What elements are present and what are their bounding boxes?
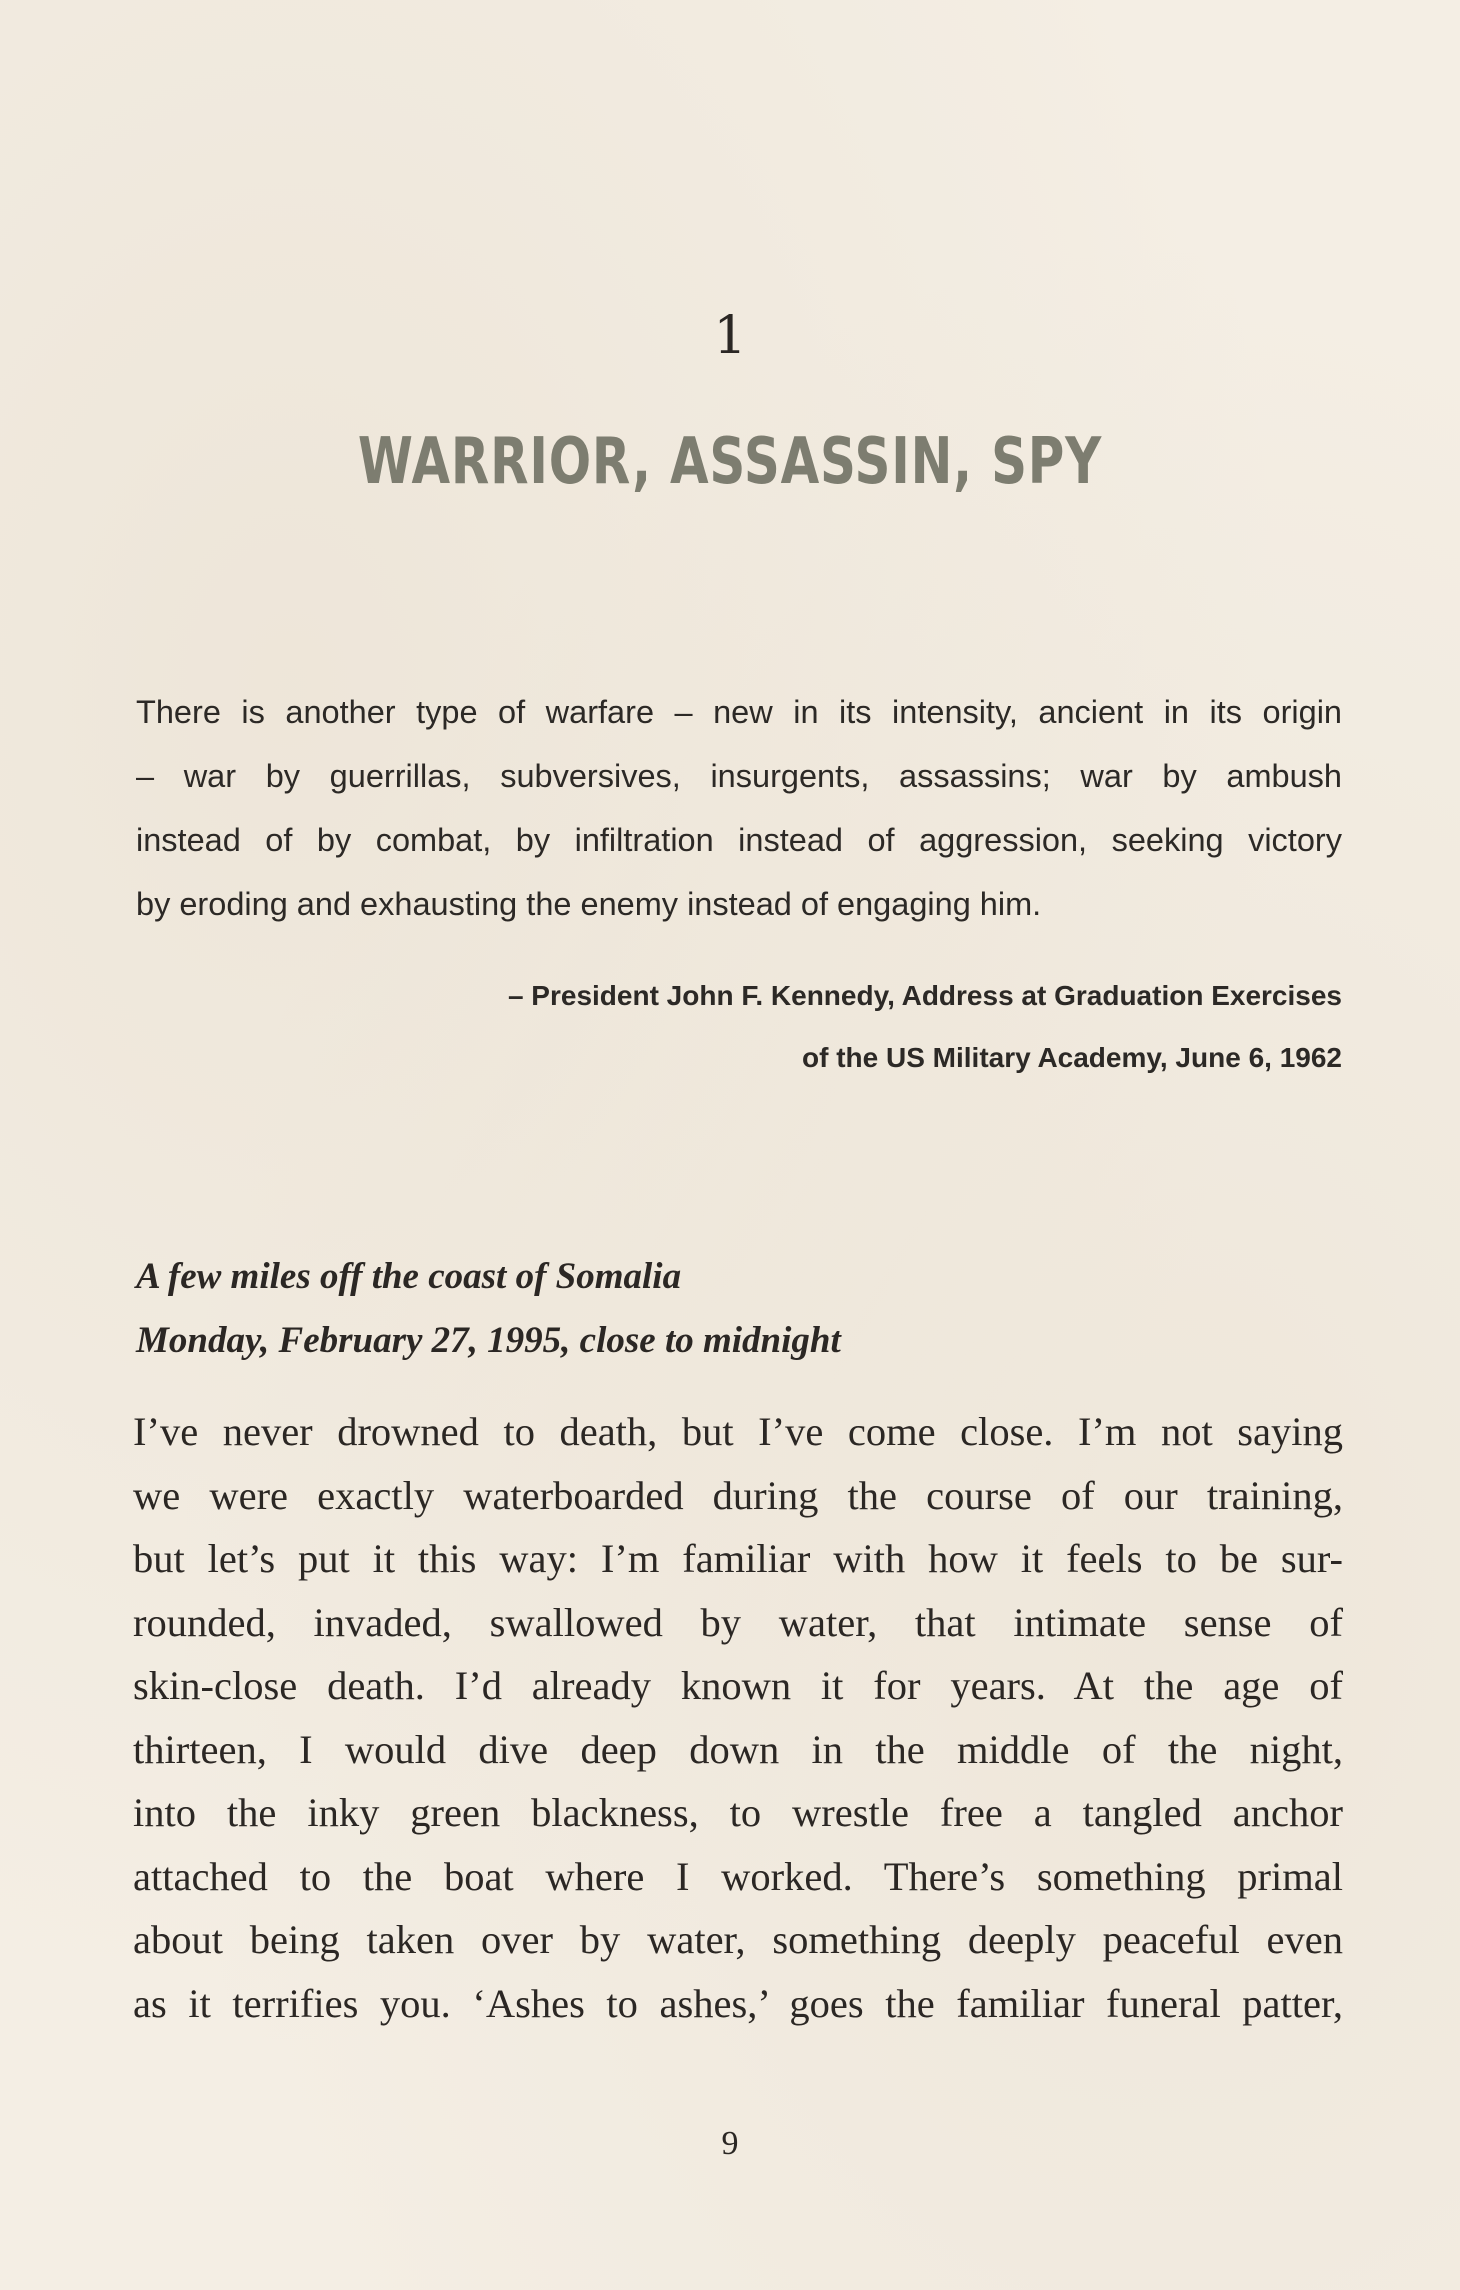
- chapter-title: WARRIOR, ASSASSIN, SPY: [357, 425, 1103, 499]
- dateline-date: Monday, February 27, 1995, close to midnight: [136, 1320, 841, 1361]
- epigraph-quote: [136, 680, 1342, 936]
- chapter-number: 1: [713, 306, 747, 366]
- epigraph-line: instead of by combat, by infiltration instead of aggression, seeking victory: [136, 822, 1342, 858]
- body-line: thirteen, I would dive deep down in the middle of the night,: [133, 1726, 1343, 1772]
- body-line: about being taken over by water, something deeply peaceful even: [133, 1917, 1343, 1962]
- body-line: we were exactly waterboarded during the course of our training,: [133, 1472, 1343, 1518]
- epigraph-line: There is another type of warfare – new in its intensity, ancient in its origin: [136, 694, 1342, 730]
- body-line: but let’s put it this way: I’m familiar with how it feels to be sur-: [133, 1536, 1343, 1581]
- epigraph-line: by eroding and exhausting the enemy instead of engaging him.: [136, 886, 1042, 922]
- attribution-line: – President John F. Kennedy, Address at Graduation Exercises: [507, 980, 1342, 1011]
- body-paragraph: [133, 1400, 1343, 2035]
- attribution-line: of the US Military Academy, June 6, 1962: [802, 1042, 1342, 1073]
- body-line: rounded, invaded, swallowed by water, that intimate sense of: [133, 1599, 1343, 1645]
- body-line: attached to the boat where I worked. There’s something primal: [133, 1853, 1343, 1899]
- dateline-location: A few miles off the coast of Somalia: [136, 1256, 682, 1297]
- body-line: as it terrifies you. ‘Ashes to ashes,’ goes the familiar funeral patter,: [133, 1980, 1343, 2026]
- page-number: 9: [721, 2125, 739, 2162]
- body-line: skin-close death. I’d already known it for years. At the age of: [133, 1663, 1343, 1708]
- epigraph-line: – war by guerrillas, subversives, insurgents, assassins; war by ambush: [136, 758, 1342, 794]
- scene-dateline: [136, 1245, 1342, 1373]
- epigraph-attribution: [136, 965, 1342, 1089]
- body-line: into the inky green blackness, to wrestle free a tangled anchor: [133, 1790, 1343, 1835]
- body-line: I’ve never drowned to death, but I’ve come close. I’m not saying: [133, 1409, 1343, 1454]
